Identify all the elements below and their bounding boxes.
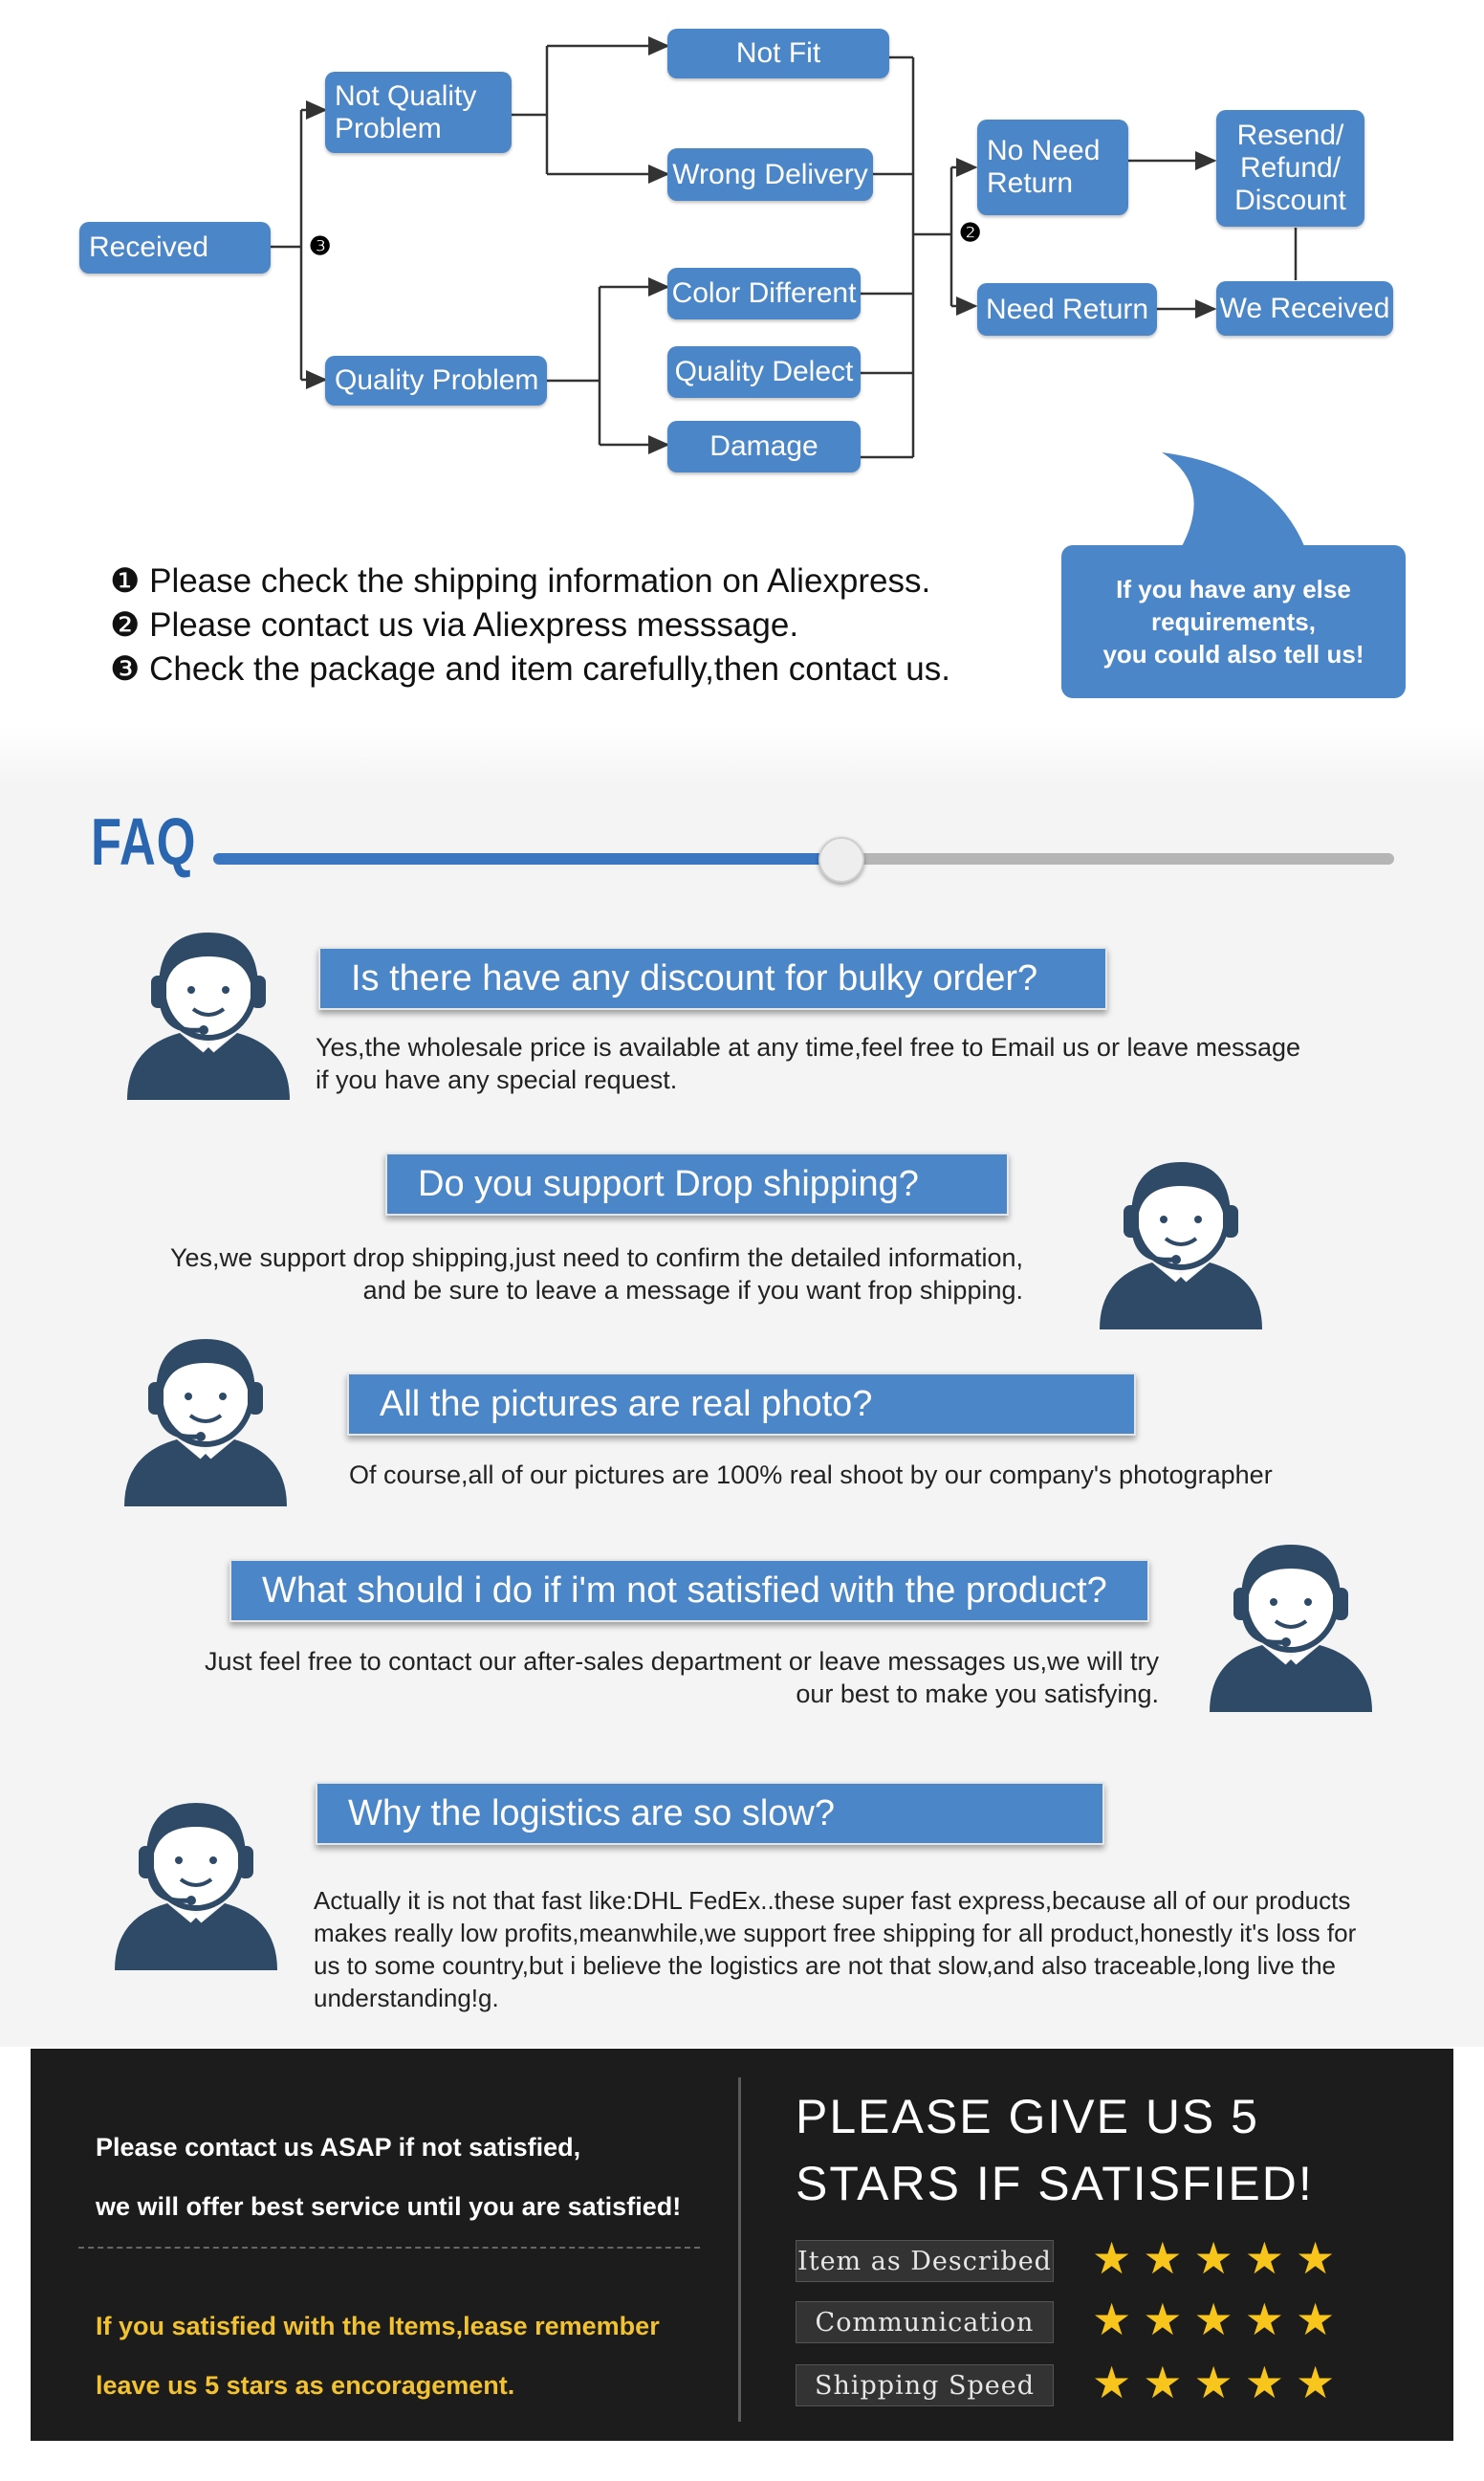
step-marker-3: ❸ [309,231,332,260]
faq-answer-5-line: understanding!g. [314,1984,499,2012]
faq-question-2-text: Do you support Drop shipping? [418,1163,919,1204]
speech-bubble-tail [1162,448,1334,553]
wrong-delivery-label: Wrong Delivery [672,158,868,190]
faq-section [0,784,1484,2047]
resend-refund-discount-label: Resend/ Refund/ Discount [1234,120,1346,216]
step-marker-2: ❷ [959,218,982,247]
faq-answer-1-line: Yes,the wholesale price is available at any time,feel free to Email us or leave message [316,1033,1301,1062]
need-return-label: Need Return [985,293,1149,325]
we-received-label: We Received [1219,292,1390,324]
headline-line-1: PLEASE GIVE US 5 [796,2090,1259,2143]
feedback-contact-line: Please contact us ASAP if not satisfied, [96,2133,581,2162]
feedback-banner [31,2049,1453,2441]
speech-bubble [1061,545,1406,698]
faq-question-5-text: Why the logistics are so slow? [348,1792,835,1833]
not-fit-label: Not Fit [735,37,821,69]
no-need-return-box [977,120,1128,215]
faq-answer-4 [134,1645,1159,1710]
feedback-service-line: we will offer best service until you are satisfied! [96,2192,682,2221]
need-return-box [977,283,1157,336]
quality-defect-label: Quality Delect [674,356,854,387]
instructions-list [110,560,950,692]
faq-answer-3-line: Of course,all of our pictures are 100% real shoot by our company's photographer [349,1460,1273,1489]
support-agent-avatar-icon [1195,1526,1386,1717]
faq-answer-5 [314,1884,1356,2014]
rating-label-shipping-speed: Shipping Speed [796,2364,1054,2406]
faq-answer-2 [148,1241,1023,1306]
faq-slider-track-filled [213,853,840,865]
faq-answer-5-line: us to some country,but i believe the logistics are not that slow,and also traceable,long live the [314,1951,1337,1980]
color-different-box [667,268,861,319]
faq-answer-5-line: Actually it is not that fast like:DHL FedEx..these super fast express,because all of our products [314,1886,1351,1915]
vertical-divider [738,2077,741,2422]
we-received-box [1216,281,1393,336]
rating-stars-item-described: ★★★★★ [1092,2233,1347,2283]
return-flowchart [0,0,1484,708]
support-agent-avatar-icon [113,913,304,1105]
rating-stars-communication: ★★★★★ [1092,2294,1347,2344]
rating-label-communication: Communication [796,2301,1054,2343]
faq-question-2 [385,1153,1009,1216]
faq-answer-2-line: Yes,we support drop shipping,just need to confirm the detailed information, [169,1243,1023,1272]
support-agent-avatar-icon [100,1784,292,1975]
resend-refund-discount-box [1216,110,1364,227]
faq-answer-2-line: and be sure to leave a message if you want frop shipping. [362,1276,1023,1305]
feedback-encourage-line: leave us 5 stars as encoragement. [96,2371,515,2400]
bubble-line-3: you could also tell us! [1102,640,1364,669]
color-different-label: Color Different [671,277,857,309]
faq-slider-track-rest [840,853,1394,865]
faq-answer-4-line: our best to make you satisfying. [796,1680,1159,1708]
received-label: Received [89,231,209,263]
instruction-2: ❷ Please contact us via Aliexpress messsage. [110,606,799,644]
faq-question-5 [316,1782,1104,1845]
faq-question-4-text: What should i do if i'm not satisfied with the product? [262,1570,1107,1611]
dashed-divider [78,2247,700,2249]
quality-problem-box [325,356,547,406]
faq-question-4 [229,1559,1149,1622]
rating-stars-shipping-speed: ★★★★★ [1092,2358,1347,2407]
faq-answer-3 [349,1459,1273,1491]
quality-problem-label: Quality Problem [335,364,539,396]
bubble-line-1: If you have any else [1116,575,1351,604]
faq-answer-5-line: makes really low profits,meanwhile,we support free shipping for all product,honestly it's loss for [314,1919,1357,1947]
damage-box [667,421,861,472]
wrong-delivery-box [667,148,873,201]
faq-question-1 [318,947,1107,1010]
instruction-1: ❶ Please check the shipping information on Aliexpress. [110,562,931,600]
received-box [79,222,271,274]
faq-title: FAQ [91,804,197,879]
damage-label: Damage [709,430,818,462]
quality-defect-box [667,346,861,398]
headline-line-2: STARS IF SATISFIED! [796,2157,1314,2210]
faq-question-1-text: Is there have any discount for bulky order? [351,957,1038,999]
faq-answer-4-line: Just feel free to contact our after-sales department or leave messages us,we will try [205,1647,1159,1676]
not-fit-box [667,29,889,78]
bubble-line-2: requirements, [1151,607,1316,636]
section-divider [0,727,1484,784]
no-need-return-label: No Need Return [987,135,1101,199]
faq-question-3-text: All the pictures are real photo? [380,1383,873,1424]
instruction-3: ❸ Check the package and item carefully,then contact us. [110,650,950,688]
not-quality-problem-label: Not Quality Problem [335,79,477,144]
faq-answer-1-line: if you have any special request. [316,1065,678,1094]
support-agent-avatar-icon [1085,1143,1277,1334]
faq-slider-knob[interactable] [818,837,864,883]
faq-question-3 [347,1372,1136,1436]
rating-label-item-described: Item as Described [796,2240,1054,2282]
feedback-remember-line: If you satisfied with the Items,lease remember [96,2312,660,2340]
support-agent-avatar-icon [110,1320,301,1511]
not-quality-problem-box [325,72,512,153]
faq-answer-1 [316,1031,1300,1096]
